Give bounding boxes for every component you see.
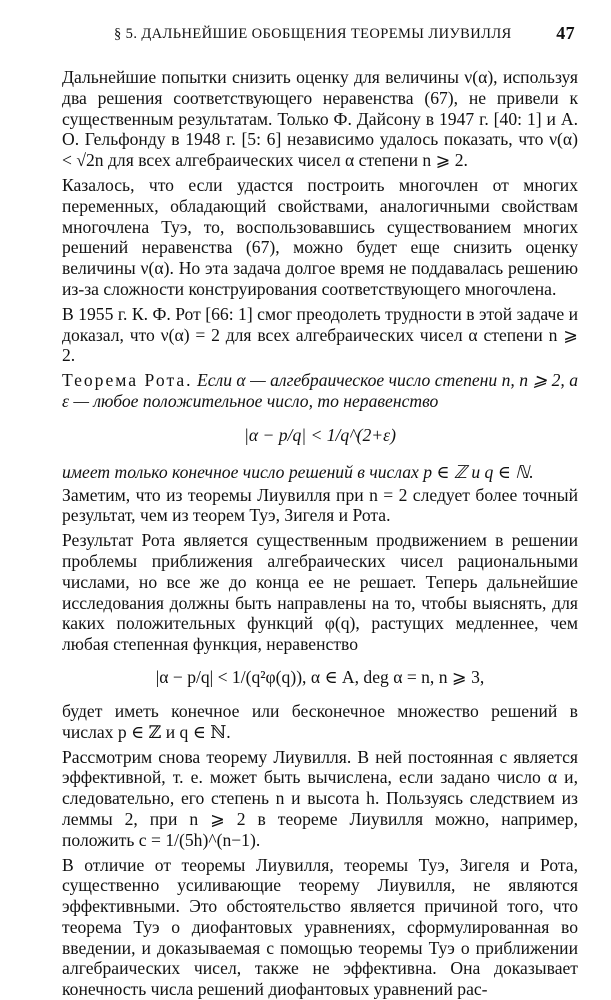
theorem-text: Если α — алгебраическое число степени n, n ⩾ 2, а ε — любое положительное число, то неравенство	[62, 370, 578, 411]
theorem-label: Теорема Рота.	[62, 370, 193, 390]
paragraph-1: Дальнейшие попытки снизить оценку для величины ν(α), используя два решения соответствующего неравенства (67), не привели к существенным результатам. Только Ф. Дайсону в 1947 г. [40: 1] и А. О. Гельфонду в 1948 г. [5: 6] независимо удалось показать, что ν(α) < √2n для всех алгебраических чисел α степени n ⩾ 2.	[62, 67, 578, 171]
paragraph-5: Результат Рота является существенным продвижением в решении проблемы приближения алгебраических чисел рациональными числами, но все же до конца ее не решает. Теперь дальнейшие исследования должны быть направлены на то, чтобы выяснять, для каких положительных функций φ(q), растущих медленнее, чем любая степенная функция, неравенство	[62, 530, 578, 655]
formula-roth: |α − p/q| < 1/q^(2+ε)	[62, 414, 578, 456]
paragraph-8: В отличие от теоремы Лиувилля, теоремы Туэ, Зигеля и Рота, существенно усиливающие теорему Лиувилля, не являются эффективными. Это обстоятельство является причиной того, что теорема Туэ о диофантовых уравнениях, сформулированная во введении, и доказываемая с помощью теоремы Туэ о приближении алгебраических чисел, также не эффективна. Она доказывает конечность числа решений диофантовых уравнений рас-	[62, 855, 578, 1000]
paragraph-6: будет иметь конечное или бесконечное множество решений в числах p ∈ ℤ и q ∈ ℕ.	[62, 701, 578, 743]
theorem-conclusion: имеет только конечное число решений в числах p ∈ ℤ и q ∈ ℕ.	[62, 462, 578, 483]
section-title: § 5. ДАЛЬНЕЙШИЕ ОБОБЩЕНИЯ ТЕОРЕМЫ ЛИУВИЛЛЯ	[114, 26, 512, 43]
paragraph-2: Казалось, что если удастся построить многочлен от многих переменных, обладающий свойствами, аналогичными свойствам многочлена Туэ, то, воспользовавшись существованием многих решений неравенства (67), можно будет еще снизить оценку величины ν(α). Но эта задача долгое время не поддавалась решению из-за сложности конструирования соответствующего многочлена.	[62, 175, 578, 300]
paragraph-7: Рассмотрим снова теорему Лиувилля. В ней постоянная c является эффективной, т. е. может быть вычислена, если задано число α и, следовательно, его степень n и высота h. Пользуясь следствием из леммы 2, при n ⩾ 2 в теореме Лиувилля можно, например, положить c = 1/(5h)^(n−1).	[62, 747, 578, 851]
paragraph-3: В 1955 г. К. Ф. Рот [66: 1] смог преодолеть трудности в этой задаче и доказал, что ν(α) = 2 для всех алгебраических чисел α степени n ⩾ 2.	[62, 304, 578, 366]
theorem-statement	[62, 370, 578, 412]
page-number: 47	[556, 23, 575, 44]
page-body	[62, 67, 578, 1000]
paragraph-4: Заметим, что из теоремы Лиувилля при n = 2 следует более точный результат, чем из теорем Туэ, Зигеля и Рота.	[62, 485, 578, 527]
formula-phi: |α − p/q| < 1/(q²φ(q)), α ∈ A, deg α = n, n ⩾ 3,	[62, 655, 578, 699]
